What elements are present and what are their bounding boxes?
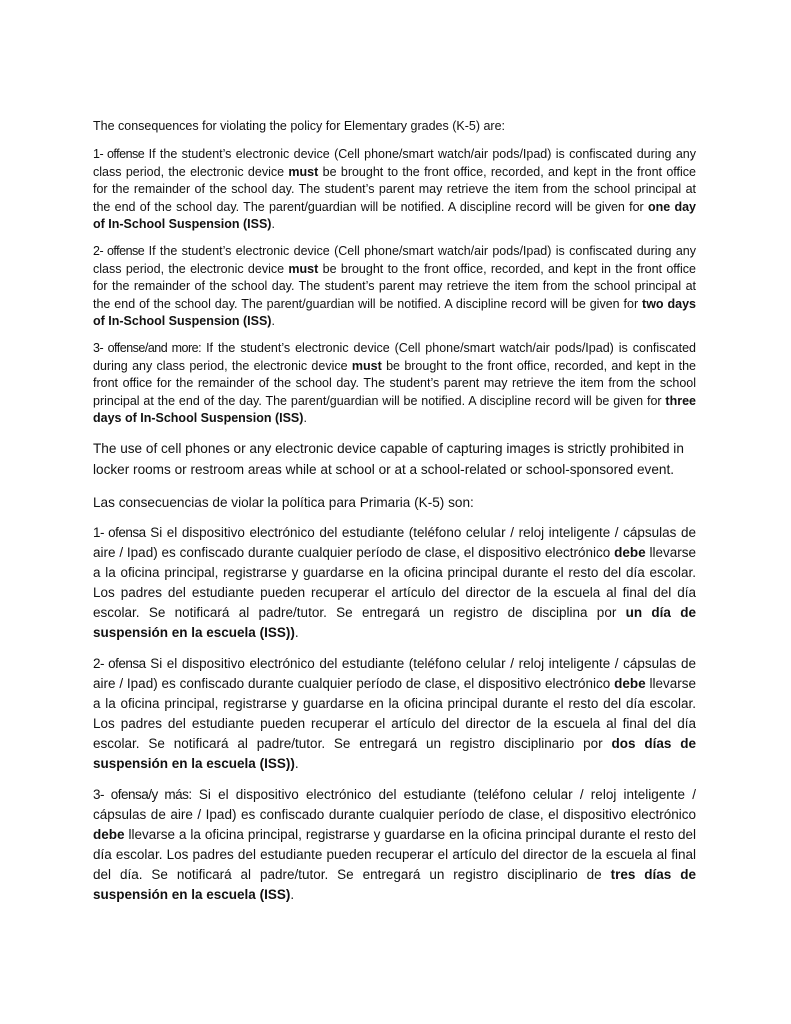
english-offense-1 [93, 146, 696, 233]
english-offense-3 [93, 340, 696, 427]
sentence-end: . [303, 411, 307, 426]
must-emphasis: debe [93, 826, 125, 842]
must-emphasis: must [288, 164, 319, 179]
spanish-intro: Las consecuencias de violar la política para Primaria (K-5) son: [93, 494, 474, 510]
penalty: one day of In-School Suspension (ISS) [93, 199, 696, 232]
offense-lead: 2- offense [93, 244, 145, 259]
spanish-offense-2 [93, 654, 696, 774]
offense-text: Si el dispositivo electrónico del estudiante (teléfono celular / reloj inteligente / cápsulas de aire / Ipad) es confiscado durante cualquier período de clase, el dispositivo electrónico [93, 786, 697, 822]
offense-text: If the student’s electronic device (Cell phone/smart watch/air pods/Ipad) is confiscated during any class period, the electronic device [93, 147, 696, 179]
must-emphasis: debe [614, 544, 646, 560]
english-intro: The consequences for violating the policy for Elementary grades (K-5) are: [93, 119, 506, 133]
offense-text-2: llevarse a la oficina principal, registrarse y guardarse en la oficina principal durante el resto del día escolar. Los padres del estudiante pueden recuperar el artículo del director de la escuela al final del día escolar. Se notificará al padre/tutor. Se entregará un registro de disciplina por [93, 544, 696, 620]
must-emphasis: debe [614, 675, 646, 691]
offense-text-2: be brought to the front office, recorded, and kept in the front office for the remainder of the school day. The student’s parent may retrieve the item from the school principal at the end of the day. The parent/guardian will be notified. A discipline record will be given for [93, 358, 696, 408]
sentence-end: . [271, 314, 275, 329]
spanish-offense-3 [93, 785, 696, 905]
penalty: dos días de suspensión en la escuela (ISS)) [93, 735, 696, 771]
penalty: tres días de suspensión en la escuela (ISS) [93, 866, 696, 902]
offense-text: If the student’s electronic device (Cell phone/smart watch/air pods/Ipad) is confiscated during any class period, the electronic device [93, 341, 696, 373]
offense-lead: 3- offense/and more: [93, 341, 202, 356]
must-emphasis: must [288, 261, 319, 276]
sentence-end: . [271, 217, 275, 232]
spanish-offense-1 [93, 523, 696, 643]
sentence-end: . [294, 755, 299, 771]
offense-text: Si el dispositivo electrónico del estudiante (teléfono celular / reloj inteligente / cápsulas de aire / Ipad) es confiscado durante cualquier período de clase, el dispositivo electrónico [93, 524, 696, 560]
must-emphasis: must [351, 358, 382, 373]
sentence-end: . [294, 624, 299, 640]
image-capture-notice: The use of cell phones or any electronic device capable of capturing images is strictly prohibited in locker rooms or restroom areas while at school or at a school-related or school-sponsored event. [93, 440, 684, 477]
penalty: two days of In-School Suspension (ISS) [93, 296, 696, 329]
offense-text: If the student’s electronic device (Cell phone/smart watch/air pods/Ipad) is confiscated during any class period, the electronic device [93, 244, 696, 276]
penalty: un día de suspensión en la escuela (ISS)) [93, 604, 696, 640]
offense-text-2: llevarse a la oficina principal, registrarse y guardarse en la oficina principal durante el resto del día escolar. Los padres del estudiante pueden recuperar el artículo del director de la escuela al final del día. Se notificará al padre/tutor. Se entregará un registro disciplinario de [93, 826, 696, 882]
sentence-end: . [290, 886, 295, 902]
offense-text-2: be brought to the front office, recorded, and kept in the front office for the remainder of the school day. The student’s parent may retrieve the item from the school principal at the end of the school day. The parent/guardian will be notified. A discipline record will be given for [93, 164, 696, 214]
offense-text-2: llevarse a la oficina principal, registrarse y guardarse en la oficina principal durante el resto del día escolar. Los padres del estudiante pueden recuperar el artículo del director de la escuela al final del día escolar. Se notificará al padre/tutor. Se entregará un registro disciplinario por [93, 675, 696, 751]
offense-text: Si el dispositivo electrónico del estudiante (teléfono celular / reloj inteligente / cápsulas de aire / Ipad) es confiscado durante cualquier período de clase, el dispositivo electrónico [93, 655, 696, 691]
offense-lead: 3- ofensa/y más: [93, 786, 192, 802]
english-offense-2 [93, 243, 696, 330]
offense-lead: 1- ofensa [93, 524, 146, 540]
penalty: three days of In-School Suspension (ISS) [93, 393, 696, 426]
offense-lead: 2- ofensa [93, 655, 146, 671]
offense-lead: 1- offense [93, 147, 145, 162]
offense-text-2: be brought to the front office, recorded, and kept in the front office for the remainder of the school day. The student’s parent may retrieve the item from the school principal at the end of the school day. The parent/guardian will be notified. A discipline record will be given for [93, 261, 696, 311]
